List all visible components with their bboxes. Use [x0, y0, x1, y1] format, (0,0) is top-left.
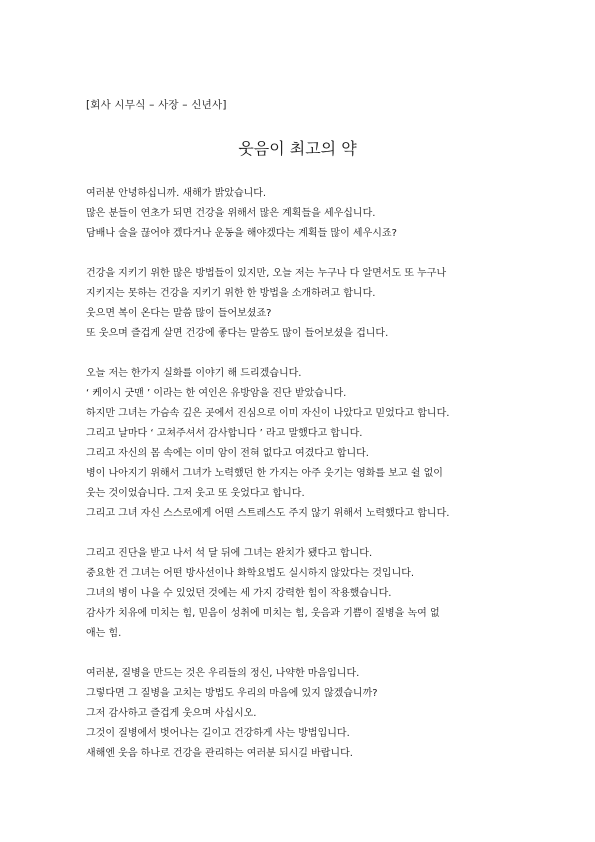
paragraph-line: 웃으면 복이 온다는 말씀 많이 들어보셨죠? [86, 308, 272, 319]
paragraph-gap [86, 244, 516, 264]
page-title: 웃음이 최고의 약 [238, 139, 357, 158]
paragraph-line: 하지만 그녀는 가슴속 깊은 곳에서 진심으로 이미 자신이 나았다고 믿었다고 합니다. [86, 408, 450, 419]
paragraph-line: 또 웃으며 즐겁게 살면 건강에 좋다는 말씀도 많이 들어보셨을 겁니다. [86, 328, 389, 339]
paragraph-gap [86, 644, 516, 664]
paragraph-line: 오늘 저는 한가지 실화를 이야기 해 드리겠습니다. [86, 368, 302, 379]
paragraph-line: 그것이 질병에서 벗어나는 길이고 건강하게 사는 방법입니다. [86, 728, 350, 739]
paragraph-line: 담배나 술을 끊어야 겠다거나 운동을 해야겠다는 계획들 많이 세우시죠? [86, 228, 397, 239]
paragraph-gap [86, 524, 516, 544]
paragraph-line: 여러분, 질병을 만드는 것은 우리들의 정신, 나약한 마음입니다. [86, 668, 360, 679]
paragraph-line: 많은 분들이 연초가 되면 건강을 위해서 많은 계획들을 세우십니다. [86, 208, 376, 219]
paragraph-line: 웃는 것이었습니다. 그저 웃고 또 웃었다고 합니다. [86, 488, 305, 499]
paragraph-line: 그리고 진단을 받고 나서 석 달 뒤에 그녀는 완치가 됐다고 합니다. [86, 548, 373, 559]
paragraph-line: ‘ 케이시 굿맨 ’ 이라는 한 여인은 유방암을 진단 받았습니다. [86, 388, 347, 399]
paragraph-line: 그리고 날마다 ‘ 고쳐주셔서 감사합니다 ’ 라고 말했다고 합니다. [86, 428, 363, 439]
speech-body [86, 184, 516, 764]
paragraph-line: 여러분 안녕하십니까. 새해가 밝았습니다. [86, 188, 267, 199]
paragraph-line: 새해엔 웃음 하나로 건강을 관리하는 여러분 되시길 바랍니다. [86, 748, 353, 759]
paragraph-line: 병이 나아지기 위해서 그녀가 노력했던 한 가지는 아주 웃기는 영화를 보고 쉴 없이 [86, 468, 443, 479]
paragraph-line: 감사가 치유에 미치는 힘, 믿음이 성취에 미치는 힘, 웃음과 기쁨이 질병을 녹여 없 [86, 608, 440, 619]
paragraph-line: 그저 감사하고 즐겁게 웃으며 사십시오. [86, 708, 257, 719]
paragraph-line: 지키지는 못하는 건강을 지키기 위한 한 방법을 소개하려고 합니다. [86, 288, 376, 299]
paragraph-line: 그리고 자신의 몸 속에는 이미 암이 전혀 없다고 여겼다고 합니다. [86, 448, 369, 459]
paragraph-line: 그녀의 병이 나을 수 있었던 것에는 세 가지 강력한 힘이 작용했습니다. [86, 588, 392, 599]
speech-context-label: [회사 시무식 – 사장 – 신년사] [86, 99, 227, 111]
paragraph-line: 그렇다면 그 질병을 고치는 방법도 우리의 마음에 있지 않겠습니까? [86, 688, 378, 699]
paragraph-gap [86, 344, 516, 364]
paragraph-line: 애는 힘. [86, 628, 122, 639]
paragraph-line: 건강을 지키기 위한 많은 방법들이 있지만, 오늘 저는 누구나 다 알면서도 또 누구나 [86, 268, 447, 279]
paragraph-line: 그리고 그녀 자신 스스로에게 어떤 스트레스도 주지 않기 위해서 노력했다고 합니다. [86, 508, 450, 519]
paragraph-line: 중요한 건 그녀는 어떤 방사선이나 화학요법도 실시하지 않았다는 것입니다. [86, 568, 415, 579]
